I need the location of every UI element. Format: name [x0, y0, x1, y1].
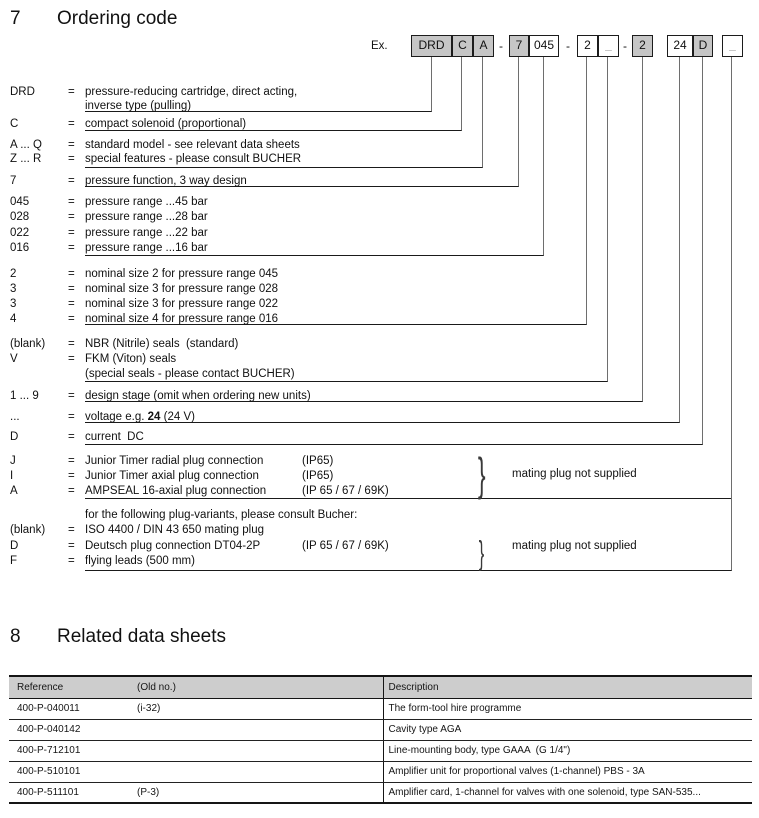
code-description: standard model - see relevant data sheets: [85, 139, 300, 151]
equals-sign: =: [68, 455, 75, 467]
ordering-row: [0, 554, 759, 569]
cell-description: Cavity type AGA: [383, 719, 752, 740]
code-label: J: [10, 455, 16, 467]
ordering-row: [0, 297, 759, 312]
ordering-row: [0, 539, 759, 554]
code-description: Deutsch plug connection DT04-2P: [85, 540, 261, 552]
code-label: 016: [10, 242, 30, 254]
code-description: NBR (Nitrile) seals (standard): [85, 338, 239, 350]
table-row: [9, 740, 752, 761]
code-box-drd: DRD: [411, 35, 452, 57]
code-label: Z ... R: [10, 153, 42, 165]
cell-old-no: [129, 761, 383, 782]
protection-rating: (IP65): [302, 455, 334, 467]
code-label: 1 ... 9: [10, 390, 39, 402]
ordering-row: [0, 389, 759, 404]
equals-sign: =: [68, 283, 75, 295]
table-header-row: [9, 676, 752, 698]
code-label: 022: [10, 227, 30, 239]
equals-sign: =: [68, 431, 75, 443]
ordering-row: [0, 337, 759, 352]
code-box-nominal-size: 2: [577, 35, 598, 57]
code-box-pressure-range: 045: [529, 35, 559, 57]
equals-sign: =: [68, 227, 75, 239]
example-label: Ex.: [371, 40, 388, 52]
code-label: 4: [10, 313, 17, 325]
code-label: (blank): [10, 524, 46, 536]
ordering-row: [0, 352, 759, 367]
ordering-row: [0, 367, 759, 382]
code-description: FKM (Viton) seals: [85, 353, 177, 365]
ordering-row: [0, 282, 759, 297]
code-description: pressure range ...28 bar: [85, 211, 208, 223]
header-description: Description: [383, 676, 752, 698]
cell-description: Amplifier card, 1-channel for valves with one solenoid, type SAN-535...: [383, 782, 752, 803]
code-label: C: [10, 118, 19, 130]
code-box-c: C: [452, 35, 473, 57]
ordering-row: [0, 210, 759, 225]
brace-plug-group1: }: [477, 448, 486, 500]
equals-sign: =: [68, 175, 75, 187]
code-separator: -: [623, 39, 627, 53]
ordering-row: [0, 469, 759, 484]
equals-sign: =: [68, 390, 75, 402]
code-label: ...: [10, 411, 20, 423]
code-box-a: A: [473, 35, 494, 57]
ordering-row: [0, 174, 759, 189]
code-separator: -: [566, 39, 570, 53]
code-description: pressure range ...45 bar: [85, 196, 208, 208]
cell-old-no: (P-3): [137, 786, 160, 798]
ordering-row: [0, 152, 759, 167]
ordering-row: [0, 226, 759, 241]
header-old-no: (Old no.): [129, 676, 383, 698]
ordering-row: [0, 523, 759, 538]
equals-sign: =: [68, 353, 75, 365]
brace-plug-group2: }: [478, 534, 485, 571]
section8-title: Related data sheets: [57, 626, 227, 647]
table-row: [9, 719, 752, 740]
code-box-seal-blank: _: [598, 35, 619, 57]
section7-number: 7: [10, 8, 21, 29]
code-box-voltage: 24: [667, 35, 693, 57]
code-description: current DC: [85, 431, 144, 443]
code-description: pressure range ...16 bar: [85, 242, 208, 254]
voltage-text-prefix: voltage e.g.: [85, 411, 148, 423]
code-label: 2: [10, 268, 17, 280]
code-description: Junior Timer radial plug connection: [85, 455, 264, 467]
ordering-row: [0, 117, 759, 132]
ordering-row: [0, 410, 759, 425]
code-label: A ... Q: [10, 139, 42, 151]
ordering-row: [0, 99, 759, 114]
code-label: A: [10, 485, 18, 497]
equals-sign: =: [68, 153, 75, 165]
code-box-function: 7: [509, 35, 529, 57]
ordering-row: [0, 454, 759, 469]
header-reference: Reference: [9, 676, 129, 698]
equals-sign: =: [68, 118, 75, 130]
code-description: flying leads (500 mm): [85, 555, 195, 567]
ordering-row: [0, 138, 759, 153]
code-box-plug-blank: _: [722, 35, 743, 57]
equals-sign: =: [68, 268, 75, 280]
code-label: 3: [10, 298, 17, 310]
ordering-row: [0, 508, 759, 523]
code-description: pressure range ...22 bar: [85, 227, 208, 239]
code-separator: -: [499, 39, 503, 53]
cell-old-no: [129, 740, 383, 761]
code-description: (special seals - please contact BUCHER): [85, 368, 295, 380]
code-description: special features - please consult BUCHER: [85, 153, 302, 165]
code-box-design-stage: 2: [632, 35, 653, 57]
code-description: Junior Timer axial plug connection: [85, 470, 259, 482]
table-row: [9, 698, 752, 719]
ordering-row: [0, 241, 759, 256]
equals-sign: =: [68, 313, 75, 325]
code-label: F: [10, 555, 18, 567]
equals-sign: =: [68, 555, 75, 567]
code-label: 3: [10, 283, 17, 295]
cell-reference: 400-P-712101: [9, 740, 129, 761]
equals-sign: =: [68, 338, 75, 350]
code-label: 045: [10, 196, 30, 208]
cell-description: Amplifier unit for proportional valves (1-channel) PBS - 3A: [383, 761, 752, 782]
code-label: 7: [10, 175, 17, 187]
ordering-row: [0, 484, 759, 499]
code-description: nominal size 4 for pressure range 016: [85, 313, 279, 325]
equals-sign: =: [68, 242, 75, 254]
protection-rating: (IP 65 / 67 / 69K): [302, 540, 389, 552]
code-description: nominal size 3 for pressure range 028: [85, 283, 279, 295]
voltage-text-suffix: (24 V): [160, 411, 195, 423]
code-description: inverse type (pulling): [85, 100, 192, 112]
code-description: nominal size 2 for pressure range 045: [85, 268, 279, 280]
cell-reference: 400-P-510101: [9, 761, 129, 782]
cell-reference: 400-P-040142: [9, 719, 129, 740]
equals-sign: =: [68, 540, 75, 552]
section7-title: Ordering code: [57, 8, 178, 29]
code-label: DRD: [10, 86, 35, 98]
equals-sign: =: [68, 139, 75, 151]
code-label: 028: [10, 211, 30, 223]
mating-plug-note: mating plug not supplied: [512, 468, 637, 480]
equals-sign: =: [68, 211, 75, 223]
equals-sign: =: [68, 411, 75, 423]
code-description: ISO 4400 / DIN 43 650 mating plug: [85, 524, 264, 536]
cell-reference: 400-P-511101: [17, 786, 79, 798]
code-description: [85, 410, 195, 425]
ordering-row: [0, 195, 759, 210]
code-description: for the following plug-variants, please consult Bucher:: [85, 509, 358, 521]
equals-sign: =: [68, 86, 75, 98]
ordering-row: [0, 312, 759, 327]
equals-sign: =: [68, 196, 75, 208]
equals-sign: =: [68, 524, 75, 536]
code-label: D: [10, 431, 19, 443]
equals-sign: =: [68, 470, 75, 482]
code-label: (blank): [10, 338, 46, 350]
code-description: nominal size 3 for pressure range 022: [85, 298, 279, 310]
code-description: compact solenoid (proportional): [85, 118, 247, 130]
table-row: [9, 761, 752, 782]
code-label: V: [10, 353, 18, 365]
cell-reference: 400-P-040011: [9, 698, 129, 719]
equals-sign: =: [68, 298, 75, 310]
section8-number: 8: [10, 626, 21, 647]
code-description: pressure function, 3 way design: [85, 175, 247, 187]
ordering-row: [0, 85, 759, 100]
cell-old-no: [129, 719, 383, 740]
protection-rating: (IP 65 / 67 / 69K): [302, 485, 389, 497]
cell-old-no: (i-32): [129, 698, 383, 719]
ordering-row: [0, 430, 759, 445]
code-description: design stage (omit when ordering new units): [85, 390, 311, 402]
code-box-current: D: [693, 35, 713, 57]
code-label: I: [10, 470, 14, 482]
cell-description: Line-mounting body, type GAAA (G 1/4"): [383, 740, 752, 761]
related-data-sheets-table: [9, 675, 752, 804]
code-label: D: [10, 540, 19, 552]
protection-rating: (IP65): [302, 470, 334, 482]
equals-sign: =: [68, 485, 75, 497]
table-row: [9, 782, 752, 803]
mating-plug-note: mating plug not supplied: [512, 540, 637, 552]
ordering-row: [0, 267, 759, 282]
cell-description: The form-tool hire programme: [383, 698, 752, 719]
voltage-example-value: 24: [147, 411, 161, 423]
code-description: AMPSEAL 16-axial plug connection: [85, 485, 267, 497]
code-description: pressure-reducing cartridge, direct acting,: [85, 86, 298, 98]
